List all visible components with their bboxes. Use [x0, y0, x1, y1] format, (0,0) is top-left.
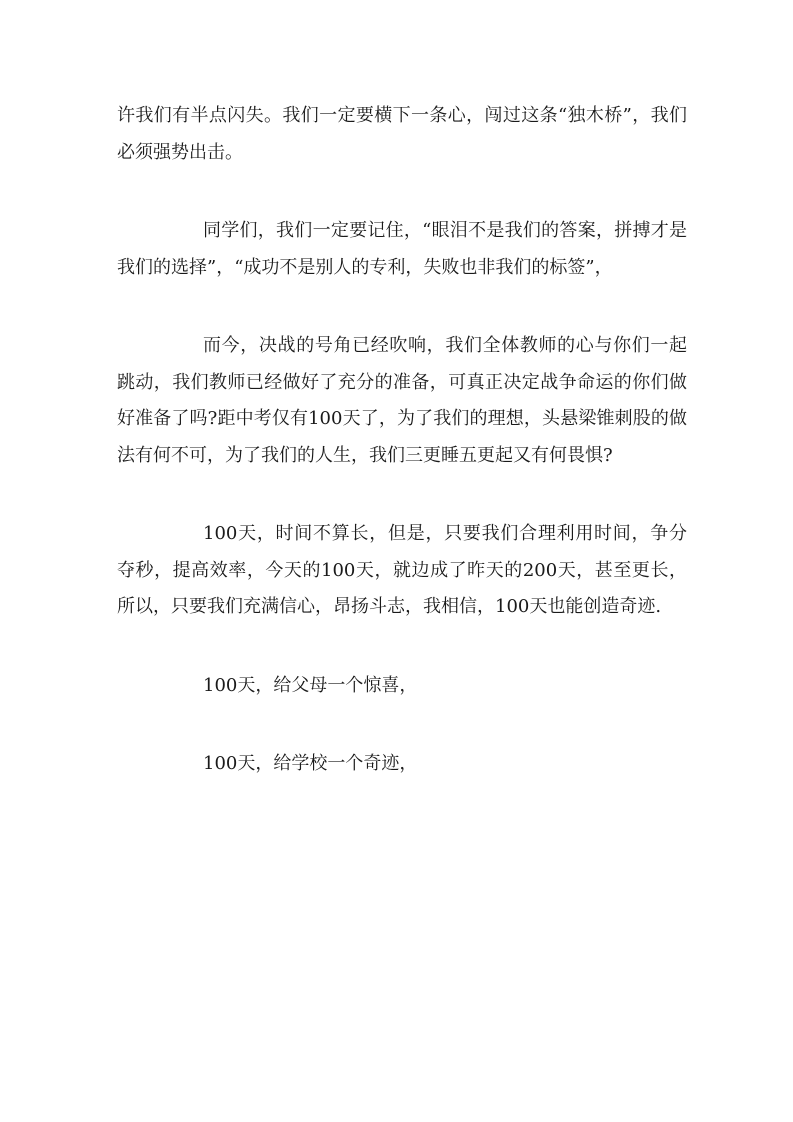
paragraph-school: 100天，给学校一个奇迹， — [203, 753, 418, 774]
document-body — [117, 98, 687, 783]
paragraph-continuation: 许我们有半点闪失。我们一定要横下一条心，闯过这条“独木桥”，我们必须强势出击。 — [117, 105, 687, 163]
paragraph-100-days: 100天，时间不算长，但是，只要我们合理利用时间，争分夺秒，提高效率，今天的100天，就边成了昨天的200天，甚至更长，所以，只要我们充满信心，昂扬斗志，我相信，100天也能创造奇迹. — [117, 523, 687, 617]
paragraph-battle: 而今，决战的号角已经吹响，我们全体教师的心与你们一起跳动，我们教师已经做好了充分的准备，可真正决定战争命运的你们做好准备了吗?距中考仅有100天了，为了我们的理想，头悬梁锥刺股的做法有何不可，为了我们的人生，我们三更睡五更起又有何畏惧? — [117, 335, 687, 466]
paragraph-remember: 同学们，我们一定要记住，“眼泪不是我们的答案，拼搏才是我们的选择”，“成功不是别人的专利，失败也非我们的标签”， — [117, 220, 687, 278]
paragraph-parents: 100天，给父母一个惊喜， — [203, 674, 418, 696]
